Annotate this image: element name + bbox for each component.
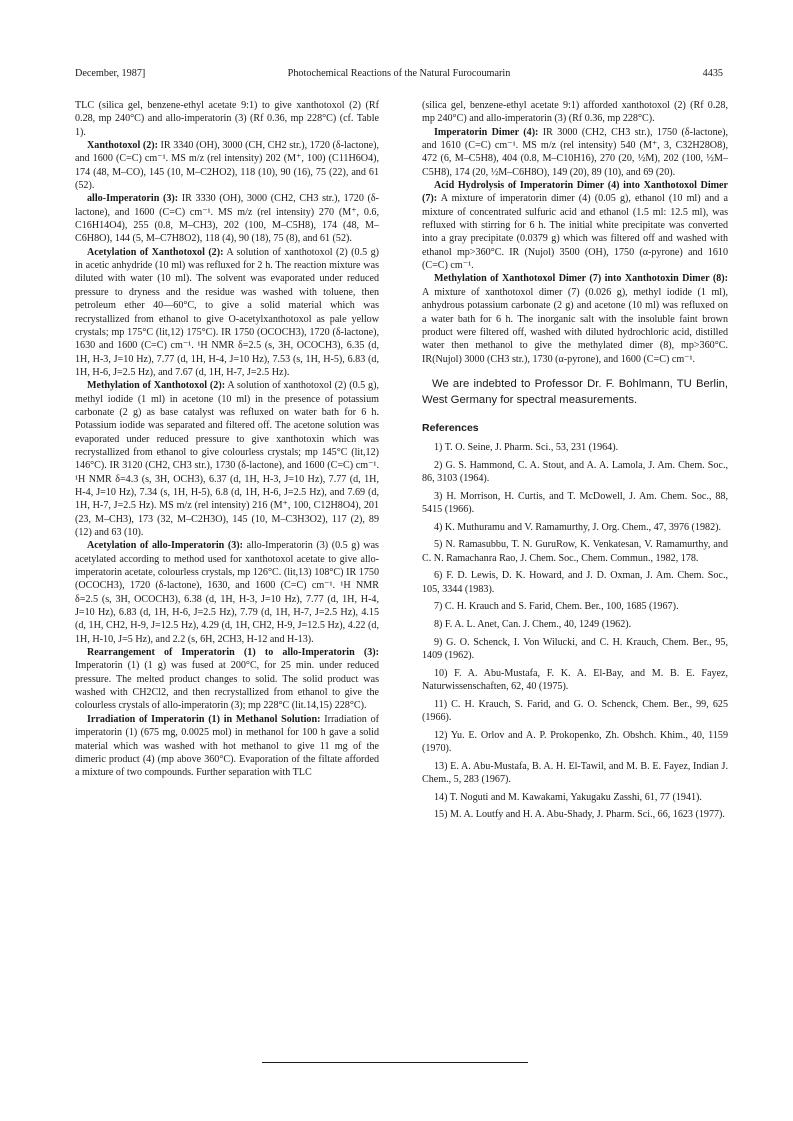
left-column	[75, 99, 379, 780]
reference-item: 4) K. Muthuramu and V. Ramamurthy, J. Org. Chem., 47, 3976 (1982).	[434, 521, 721, 533]
reference-item: 11) C. H. Krauch, S. Farid, and G. O. Schenck, Chem. Ber., 99, 625 (1966).	[422, 698, 728, 724]
acknowledgement: We are indebted to Professor Dr. F. Bohlmann, TU Berlin, West Germany for spectral measurements.	[422, 377, 728, 406]
paragraph-heading: Xanthotoxol (2):	[87, 140, 158, 152]
paragraph	[422, 126, 728, 179]
paragraph-heading: Acetylation of allo-Imperatorin (3):	[87, 540, 243, 552]
paragraph	[75, 379, 379, 539]
paragraph-heading: Imperatorin Dimer (4):	[434, 126, 539, 138]
paragraph	[75, 139, 379, 192]
end-rule	[262, 1062, 528, 1063]
paragraph-text: TLC (silica gel, benzene-ethyl acetate 9:1) to give xanthotoxol (2) (Rf 0.28, mp 240°C) and allo-imperatorin (3) (Rf 0.36, mp 228°C) (cf. Table 1).	[75, 100, 379, 138]
paragraph-heading: Methylation of Xanthotoxol (2):	[87, 380, 226, 392]
reference-item: 5) N. Ramasubbu, T. N. GuruRow, K. Venkatesan, V. Ramamurthy, and C. N. Ramachanra Rao, J. Chem. Soc., Chem. Commun., 1982, 178.	[422, 539, 728, 564]
reference-item: 6) F. D. Lewis, D. K. Howard, and J. D. Oxman, J. Am. Chem. Soc., 105, 3344 (1983).	[422, 570, 728, 595]
running-title: Photochemical Reactions of the Natural Furocoumarin	[287, 68, 511, 79]
paragraph	[75, 192, 379, 245]
paragraph-text: IR 3000 (CH2, CH3 str.), 1750 (δ-lactone), and 1610 (C=C) cm⁻¹. MS m/z (rel intensity) 540 (M⁺, 3, C32H28O8), 472 (6, M–C5H8), 404 (0.8, M–C10H16), 270 (20, ½M), 202 (100, ½M–C5H8), 174 (20, ½M–C6H8O), 149 (20), 89 (10), and 69 (20).	[422, 126, 728, 178]
paragraph-heading: Methylation of Xanthotoxol Dimer (7) into Xanthotoxin Dimer (8):	[434, 273, 728, 285]
paragraph-text: A mixture of imperatorin dimer (4) (0.05 g), ethanol (10 ml) and a mixture of concentrated sulfuric acid and ethanol (1.5 ml: 12.5 ml), was refluxed with stirring for 6 h. The initial white precipitate was converted into a gray precipitate (0.0379 g) which was filtered off and washed with ethanol mp>360°C. IR (Nujol) 3500 (OH), 1750 (α-pyrone) and 1610 (C=C) cm⁻¹.	[422, 193, 728, 272]
reference-item: 13) E. A. Abu-Mustafa, B. A. H. El-Tawil, and M. B. E. Fayez, Indian J. Chem., 5, 283 (1967).	[422, 760, 728, 785]
paragraph	[422, 272, 728, 365]
paragraph-text: A solution of xanthotoxol (2) (0.5 g) in acetic anhydride (10 ml) was refluxed for 2 h. The reaction mixture was diluted with water (10 ml). The solvent was evaporated under reduced pressure to dryness and the residue was washed with toluene, then petroleum ether 40—60°C, to give a solid material which was recrystallized from ethanol to give O-acetylxanthotoxol as pale yellow crystals; mp 175°C (lit,12) 175°C). IR 1750 (OCOCH3), 1720 (δ-lactone), 1630 and 1600 (C=C) cm⁻¹. ¹H NMR δ=2.5 (s, 3H, OCOCH3), 6.35 (d, 1H, H-3, J=10 Hz), 7.77 (d, 1H, H-4, J=10 Hz), 7.53 (s, 1H, H-5), 6.83 (d, 1H, H-6, J=2.5 Hz), and 7.67 (d, 1H, H-7, J=2.5 Hz).	[75, 246, 379, 378]
reference-item: 12) Yu. E. Orlov and A. P. Prokopenko, Zh. Obshch. Khim., 40, 1159 (1970).	[422, 729, 728, 755]
paragraph-heading: Acetylation of Xanthotoxol (2):	[87, 246, 224, 258]
reference-item: 1) T. O. Seine, J. Pharm. Sci., 53, 231 (1964).	[434, 442, 619, 454]
paragraph-heading: Acid Hydrolysis of Imperatorin Dimer (4) into Xanthotoxol Dimer (7):	[422, 180, 728, 205]
paragraph-text: Imperatorin (1) (1 g) was fused at 200°C, for 25 min. under reduced pressure. The melted product changes to solid. The solid product was washed with CH2Cl2, and then recrystallized from ethanol to give the colourless crystals of allo-imperatorin (3); mp 228°C (lit.14,15) 228°C).	[75, 660, 379, 712]
paragraph	[422, 99, 728, 126]
paragraph-heading: allo-Imperatorin (3):	[87, 193, 179, 205]
paragraph-text: allo-Imperatorin (3) (0.5 g) was acetylated according to method used for xanthotoxol acetate to give allo-imperatorin acetate, colourless crystals, mp 126°C. (lit,13) 108°C) IR 1750 (OCOCH3), 1720 (δ-lactone), 1630, and 1600 (C=C) cm⁻¹. ¹H NMR δ=2.5 (s, 3H, OCOCH3), 6.38 (d, 1H, H-3, J=10 Hz), 7.77 (d, 1H, H-4, J=10 Hz), 6.83 (d, 1H, H-6, J=2.5 Hz), 7.79 (d, 1H, H-7, J=2.5 Hz), 4.15 (d, 1H, CH2, H-9, J=12.5 Hz), 4.29 (d, 1H, CH2, H-9, J=12.5 Hz), 4.22 (d, 1H, H-10, J=5 Hz), and 2.2 (s, 6H, 2CH3, H-12 and H-13).	[75, 540, 379, 645]
paragraph	[422, 179, 728, 272]
page-number: 4435	[702, 68, 723, 79]
paragraph	[75, 539, 379, 646]
paragraph-heading: Irradiation of Imperatorin (1) in Methanol Solution:	[87, 713, 321, 725]
paragraph	[75, 99, 379, 139]
reference-item: 9) G. O. Schenck, I. Von Wilucki, and C. H. Krauch, Chem. Ber., 95, 1409 (1962).	[422, 636, 728, 662]
reference-item: 2) G. S. Hammond, C. A. Stout, and A. A. Lamola, J. Am. Chem. Soc., 86, 3103 (1964).	[422, 459, 728, 485]
paragraph	[75, 713, 379, 780]
reference-item: 15) M. A. Loutfy and H. A. Abu-Shady, J. Pharm. Sci., 66, 1623 (1977).	[434, 809, 725, 821]
reference-item: 14) T. Noguti and M. Kawakami, Yakugaku Zasshi, 61, 77 (1941).	[434, 791, 702, 803]
paragraph-text: A mixture of xanthotoxol dimer (7) (0.026 g), methyl iodide (1 ml), anhydrous potassium carbonate (2 g) and acetone (10 ml) was refluxed on a water bath for 6 h. The inorganic salt with the insoluble faint brown product were filtered off, washed with diluted hydrochloric acid, distilled water then methanol to give the methylated dimer (8), mp>360°C. IR(Nujol) 3000 (CH3 str.), 1730 (α-pyrone), and 1600 (C=C) cm⁻¹.	[422, 286, 728, 365]
paragraph-text: A solution of xanthotoxol (2) (0.5 g), methyl iodide (1 ml) in acetone (10 ml) in the presence of potassium carbonate (2 g) as base catalyst was refluxed on water bath for 6 h. Potassium iodide was separated and filtered off. The acetone solution was evaporated under reduced pressure to give xanthotoxin which was recrystallized from ethanol to give colourless crystals; mp 145°C (lit,12) 146°C). IR 3120 (CH2, CH3 str.), 1730 (δ-lactone), and 1600 (C=C) cm⁻¹. ¹H NMR δ=4.3 (s, 3H, OCH3), 6.37 (d, 1H, H-3, J=10 Hz), 7.77 (d, 1H, H-4, J=10 Hz), 7.34 (s, 1H, H-5), 6.8 (d, 1H, H-6, J=2.5 Hz), and 7.69 (d, 1H, H-7, J=2.5 Hz). MS m/z (rel intensity) 216 (M⁺, 100, C12H8O4), 201 (23, M–CH3), 173 (32, M–C2H3O), 145 (10, M–C3H3O2), 117 (2), 89 (12) and 63 (10).	[75, 380, 379, 538]
paragraph	[75, 246, 379, 379]
paragraph-text: Irradiation of imperatorin (1) (675 mg, 0.0025 mol) in methanol for 100 h gave a solid material which was washed with hot methanol to give 11 mg of the dimeric product (4) (mp above 360°C). Evaporation of the filtate afforded a mixture of two compounds. Further separation with TLC	[75, 713, 379, 779]
paragraph-text: IR 3340 (OH), 3000 (CH, CH2 str.), 1720 (δ-lactone), and 1600 (C=C) cm⁻¹. MS m/z (rel intensity) 202 (M⁺, 100) (C11H6O4), 174 (48, M–CO), 145 (10, M–C2HO2), 118 (10), 90 (16), 75 (22), and 61 (52).	[75, 140, 379, 192]
references-heading: References	[422, 421, 479, 434]
reference-item: 7) C. H. Krauch and S. Farid, Chem. Ber., 100, 1685 (1967).	[434, 601, 679, 613]
issue-date: December, 1987]	[75, 68, 146, 79]
reference-item: 8) F. A. L. Anet, Can. J. Chem., 40, 1249 (1962).	[434, 619, 632, 631]
paragraph-text: (silica gel, benzene-ethyl acetate 9:1) afforded xanthotoxol (2) (Rf 0.28, mp 240°C) and allo-imperatorin (3) (Rf 0.36, mp 228°C).	[422, 100, 728, 125]
reference-item: 10) F. A. Abu-Mustafa, F. K. A. El-Bay, and M. B. E. Fayez, Naturwissenschaften, 62, 40 (1975).	[422, 667, 728, 693]
paragraph-text: IR 3330 (OH), 3000 (CH2, CH3 str.), 1720 (δ-lactone), and 1600 (C=C) cm⁻¹. MS m/z (rel intensity) 270 (M⁺, 0.6, C16H14O4), 255 (0.8, M–CH3), 202 (100, M–C5H8), 174 (48, M–C6H8O), 144 (5, M–C7H8O2), 118 (4), 90 (18), 75 (8), and 61 (52).	[75, 193, 379, 245]
paragraph-heading: Rearrangement of Imperatorin (1) to allo-Imperatorin (3):	[87, 647, 379, 659]
reference-item: 3) H. Morrison, H. Curtis, and T. McDowell, J. Am. Chem. Soc., 88, 5415 (1966).	[422, 490, 728, 516]
paragraph	[75, 646, 379, 713]
right-column	[422, 99, 728, 826]
